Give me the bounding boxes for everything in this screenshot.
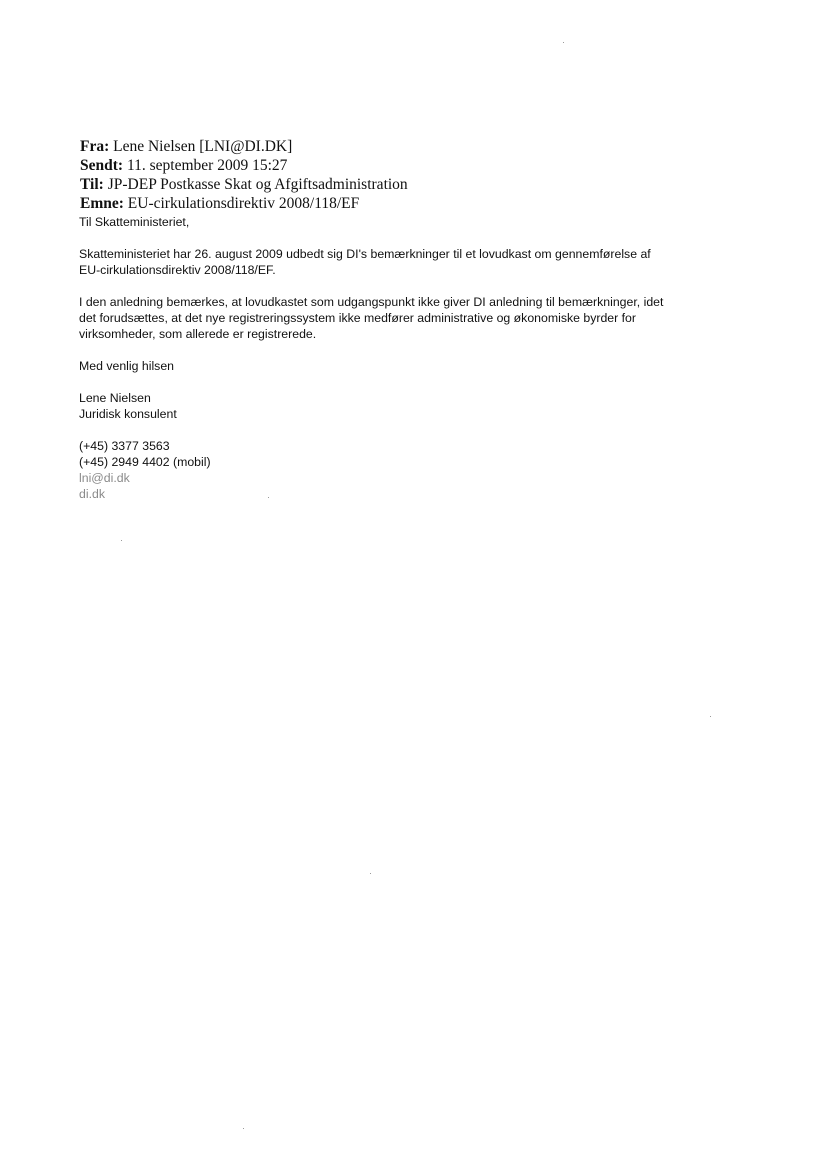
closing: Med venlig hilsen xyxy=(79,359,175,373)
signature-name: Lene Nielsen xyxy=(79,391,151,405)
sent-label: Sendt: xyxy=(80,157,124,174)
contact-block xyxy=(79,438,759,502)
mobile-number: (+45) 2949 4402 (mobil) xyxy=(79,455,211,469)
scan-speck xyxy=(563,42,564,43)
salutation: Til Skatteministeriet, xyxy=(79,215,190,229)
email-header xyxy=(80,137,408,213)
website-link[interactable]: di.dk xyxy=(79,487,105,501)
signature-title: Juridisk konsulent xyxy=(79,407,177,421)
scan-speck xyxy=(243,1128,244,1129)
email-body xyxy=(79,214,759,502)
subject-line xyxy=(80,194,408,213)
scan-speck xyxy=(710,716,711,717)
paragraph-1 xyxy=(79,246,759,278)
paragraph-2-line-2: det forudsættes, at det nye registreringssystem ikke medfører administrative og økonomiske byrder for xyxy=(79,311,636,325)
email-link[interactable]: lni@di.dk xyxy=(79,471,130,485)
signature-block xyxy=(79,390,759,422)
sent-line xyxy=(80,156,408,175)
phone-number: (+45) 3377 3563 xyxy=(79,439,170,453)
from-line xyxy=(80,137,408,156)
paragraph-2-line-1: I den anledning bemærkes, at lovudkastet som udgangspunkt ikke giver DI anledning til bemærkninger, idet xyxy=(79,295,664,309)
scan-speck xyxy=(370,873,371,874)
subject-label: Emne: xyxy=(80,195,124,212)
scan-speck xyxy=(121,540,122,541)
paragraph-1-line-2: EU-cirkulationsdirektiv 2008/118/EF. xyxy=(79,263,276,277)
paragraph-2 xyxy=(79,294,759,342)
scan-speck xyxy=(268,497,269,498)
paragraph-1-line-1: Skatteministeriet har 26. august 2009 udbedt sig DI's bemærkninger til et lovudkast om gennemførelse af xyxy=(79,247,651,261)
to-line xyxy=(80,175,408,194)
sent-value: 11. september 2009 15:27 xyxy=(126,157,288,174)
from-label: Fra: xyxy=(80,138,110,155)
to-value: JP-DEP Postkasse Skat og Afgiftsadministration xyxy=(107,176,408,193)
subject-value: EU-cirkulationsdirektiv 2008/118/EF xyxy=(127,195,360,212)
paragraph-2-line-3: virksomheder, som allerede er registrerede. xyxy=(79,327,317,341)
to-label: Til: xyxy=(80,176,104,193)
from-value: Lene Nielsen [LNI@DI.DK] xyxy=(113,138,293,155)
